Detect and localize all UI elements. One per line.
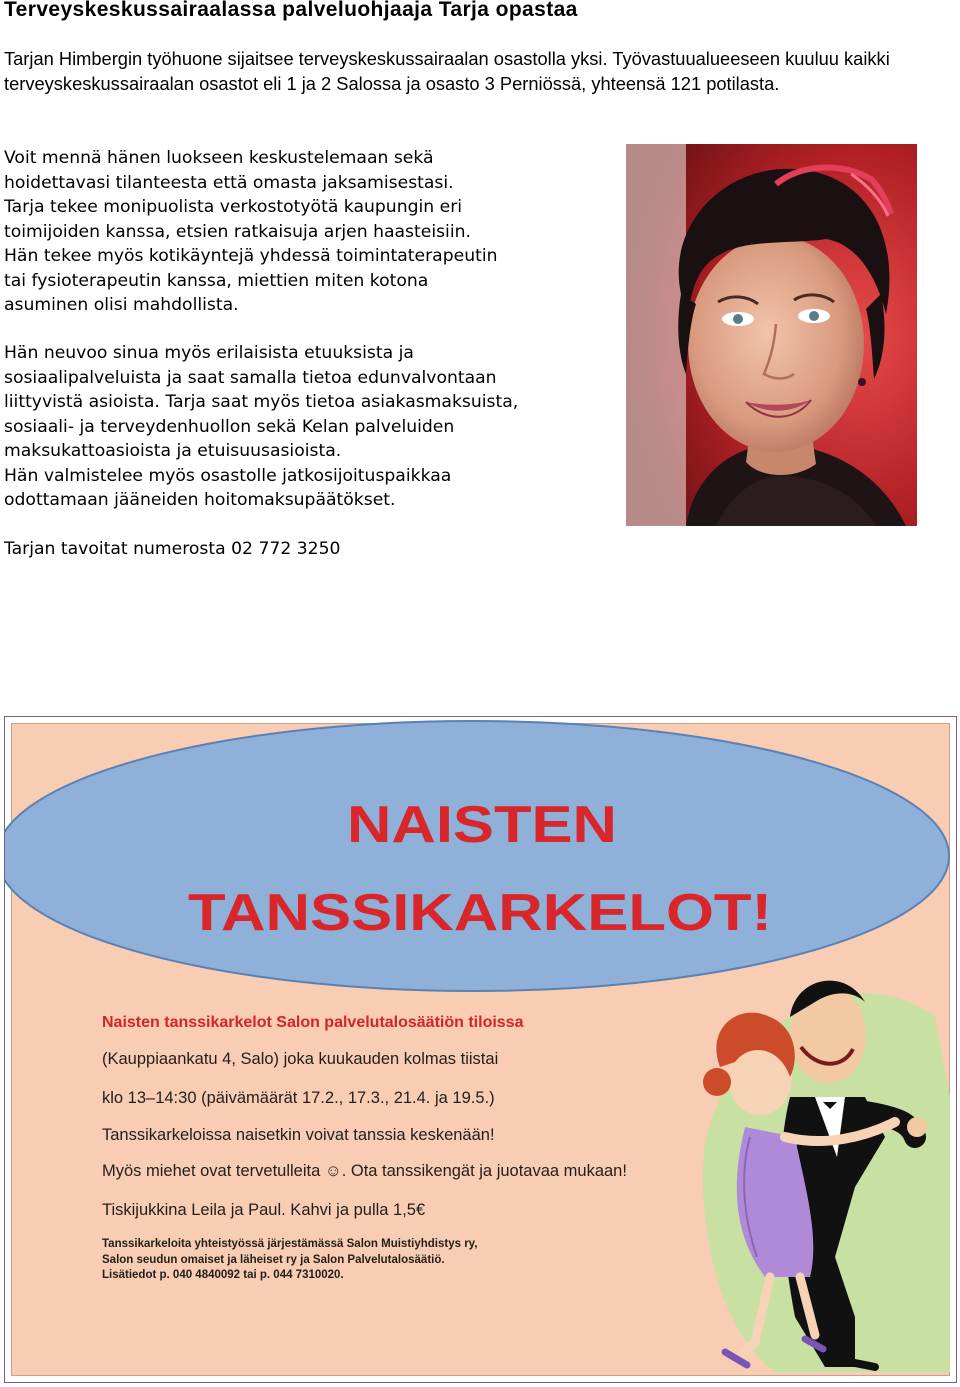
text-line: sosiaalipalveluista ja saat samalla tietoa edunvalvontaan: [4, 367, 497, 388]
text-line: maksukattoasioista ja etuisuusasioista.: [4, 441, 342, 461]
intro-text: Tarjan Himbergin työhuone sijaitsee terveyskeskussairaalan osastolla yksi. Työvastuualueeseen kuuluu kaikki terveyskeskussairaalan osastot eli 1 ja 2 Salossa ja osasto 3 Perniössä, yhteensä 121 potilasta.: [4, 48, 890, 94]
benefits-paragraph: [4, 341, 616, 513]
footnote-line: Salon seudun omaiset ja läheiset ry ja Salon Palvelutalosäätiö.: [102, 1253, 445, 1266]
poster-line: klo 13–14:30 (päivämäärät 17.2., 17.3., 21.4. ja 19.5.): [102, 1089, 495, 1107]
text-line: Hän tekee myös kotikäyntejä yhdessä toimintaterapeutin: [4, 246, 498, 266]
text-line: hoidettavasi tilanteesta että omasta jaksamisestasi.: [4, 172, 454, 193]
dance-event-poster: [4, 716, 957, 1383]
poster-line: (Kauppiaankatu 4, Salo) joka kuukauden kolmas tiistai: [102, 1050, 499, 1068]
text-line: Voit mennä hänen luokseen keskustelemaan sekä: [4, 148, 434, 168]
text-line: Hän neuvoo sinua myös erilaisista etuuksista ja: [4, 343, 414, 363]
contact-text: Tarjan tavoitat numerosta 02 772 3250: [4, 539, 341, 559]
text-line: Tarja tekee monipuolista verkostotyötä kaupungin eri: [4, 197, 463, 217]
headline-ellipse: [5, 721, 949, 991]
text-line: toimijoiden kanssa, etsien ratkaisuja arjen haasteisiin.: [4, 221, 471, 242]
text-line: Hän valmistelee myös osastolle jatkosijoituspaikkaa: [4, 465, 452, 486]
poster-line: Tanssikarkeloissa naisetkin voivat tanssia keskenään!: [102, 1126, 495, 1144]
intro-paragraph: [4, 47, 954, 96]
footnote-line: Lisätiedot p. 040 4840092 tai p. 044 7310020.: [102, 1269, 344, 1281]
text-line: sosiaali- ja terveydenhuollon sekä Kelan palveluiden: [4, 416, 455, 437]
contact-paragraph: [4, 537, 616, 562]
poster-footnote: [102, 1237, 477, 1284]
poster-line: Naisten tanssikarkelot Salon palvelutalosäätiön tiloissa: [102, 1014, 524, 1031]
poster-line: Myös miehet ovat tervetulleita ☺. Ota tanssikengät ja juotavaa mukaan!: [102, 1162, 627, 1180]
page-title: Terveyskeskussairaalassa palveluohjaaja Tarja opastaa: [4, 0, 578, 21]
poster-line: Tiskijukkina Leila ja Paul. Kahvi ja pulla 1,5€: [102, 1201, 426, 1219]
footnote-line: Tanssikarkeloita yhteistyössä järjestämässä Salon Muistiyhdistys ry,: [102, 1238, 478, 1250]
text-line: asuminen olisi mahdollista.: [4, 295, 239, 315]
services-paragraph: [4, 146, 616, 318]
text-line: tai fysioterapeutin kanssa, miettien miten kotona: [4, 270, 429, 291]
text-line: odottamaan jääneiden hoitomaksupäätökset.: [4, 490, 396, 510]
headline-tanssikarkelot: TANSSIKARKELOT!: [188, 884, 772, 942]
headline-naisten: NAISTEN: [347, 796, 617, 854]
portrait-photo: [626, 144, 917, 526]
text-line: liittyvistä asioista. Tarja saat myös tietoa asiakasmaksuista,: [4, 392, 519, 412]
